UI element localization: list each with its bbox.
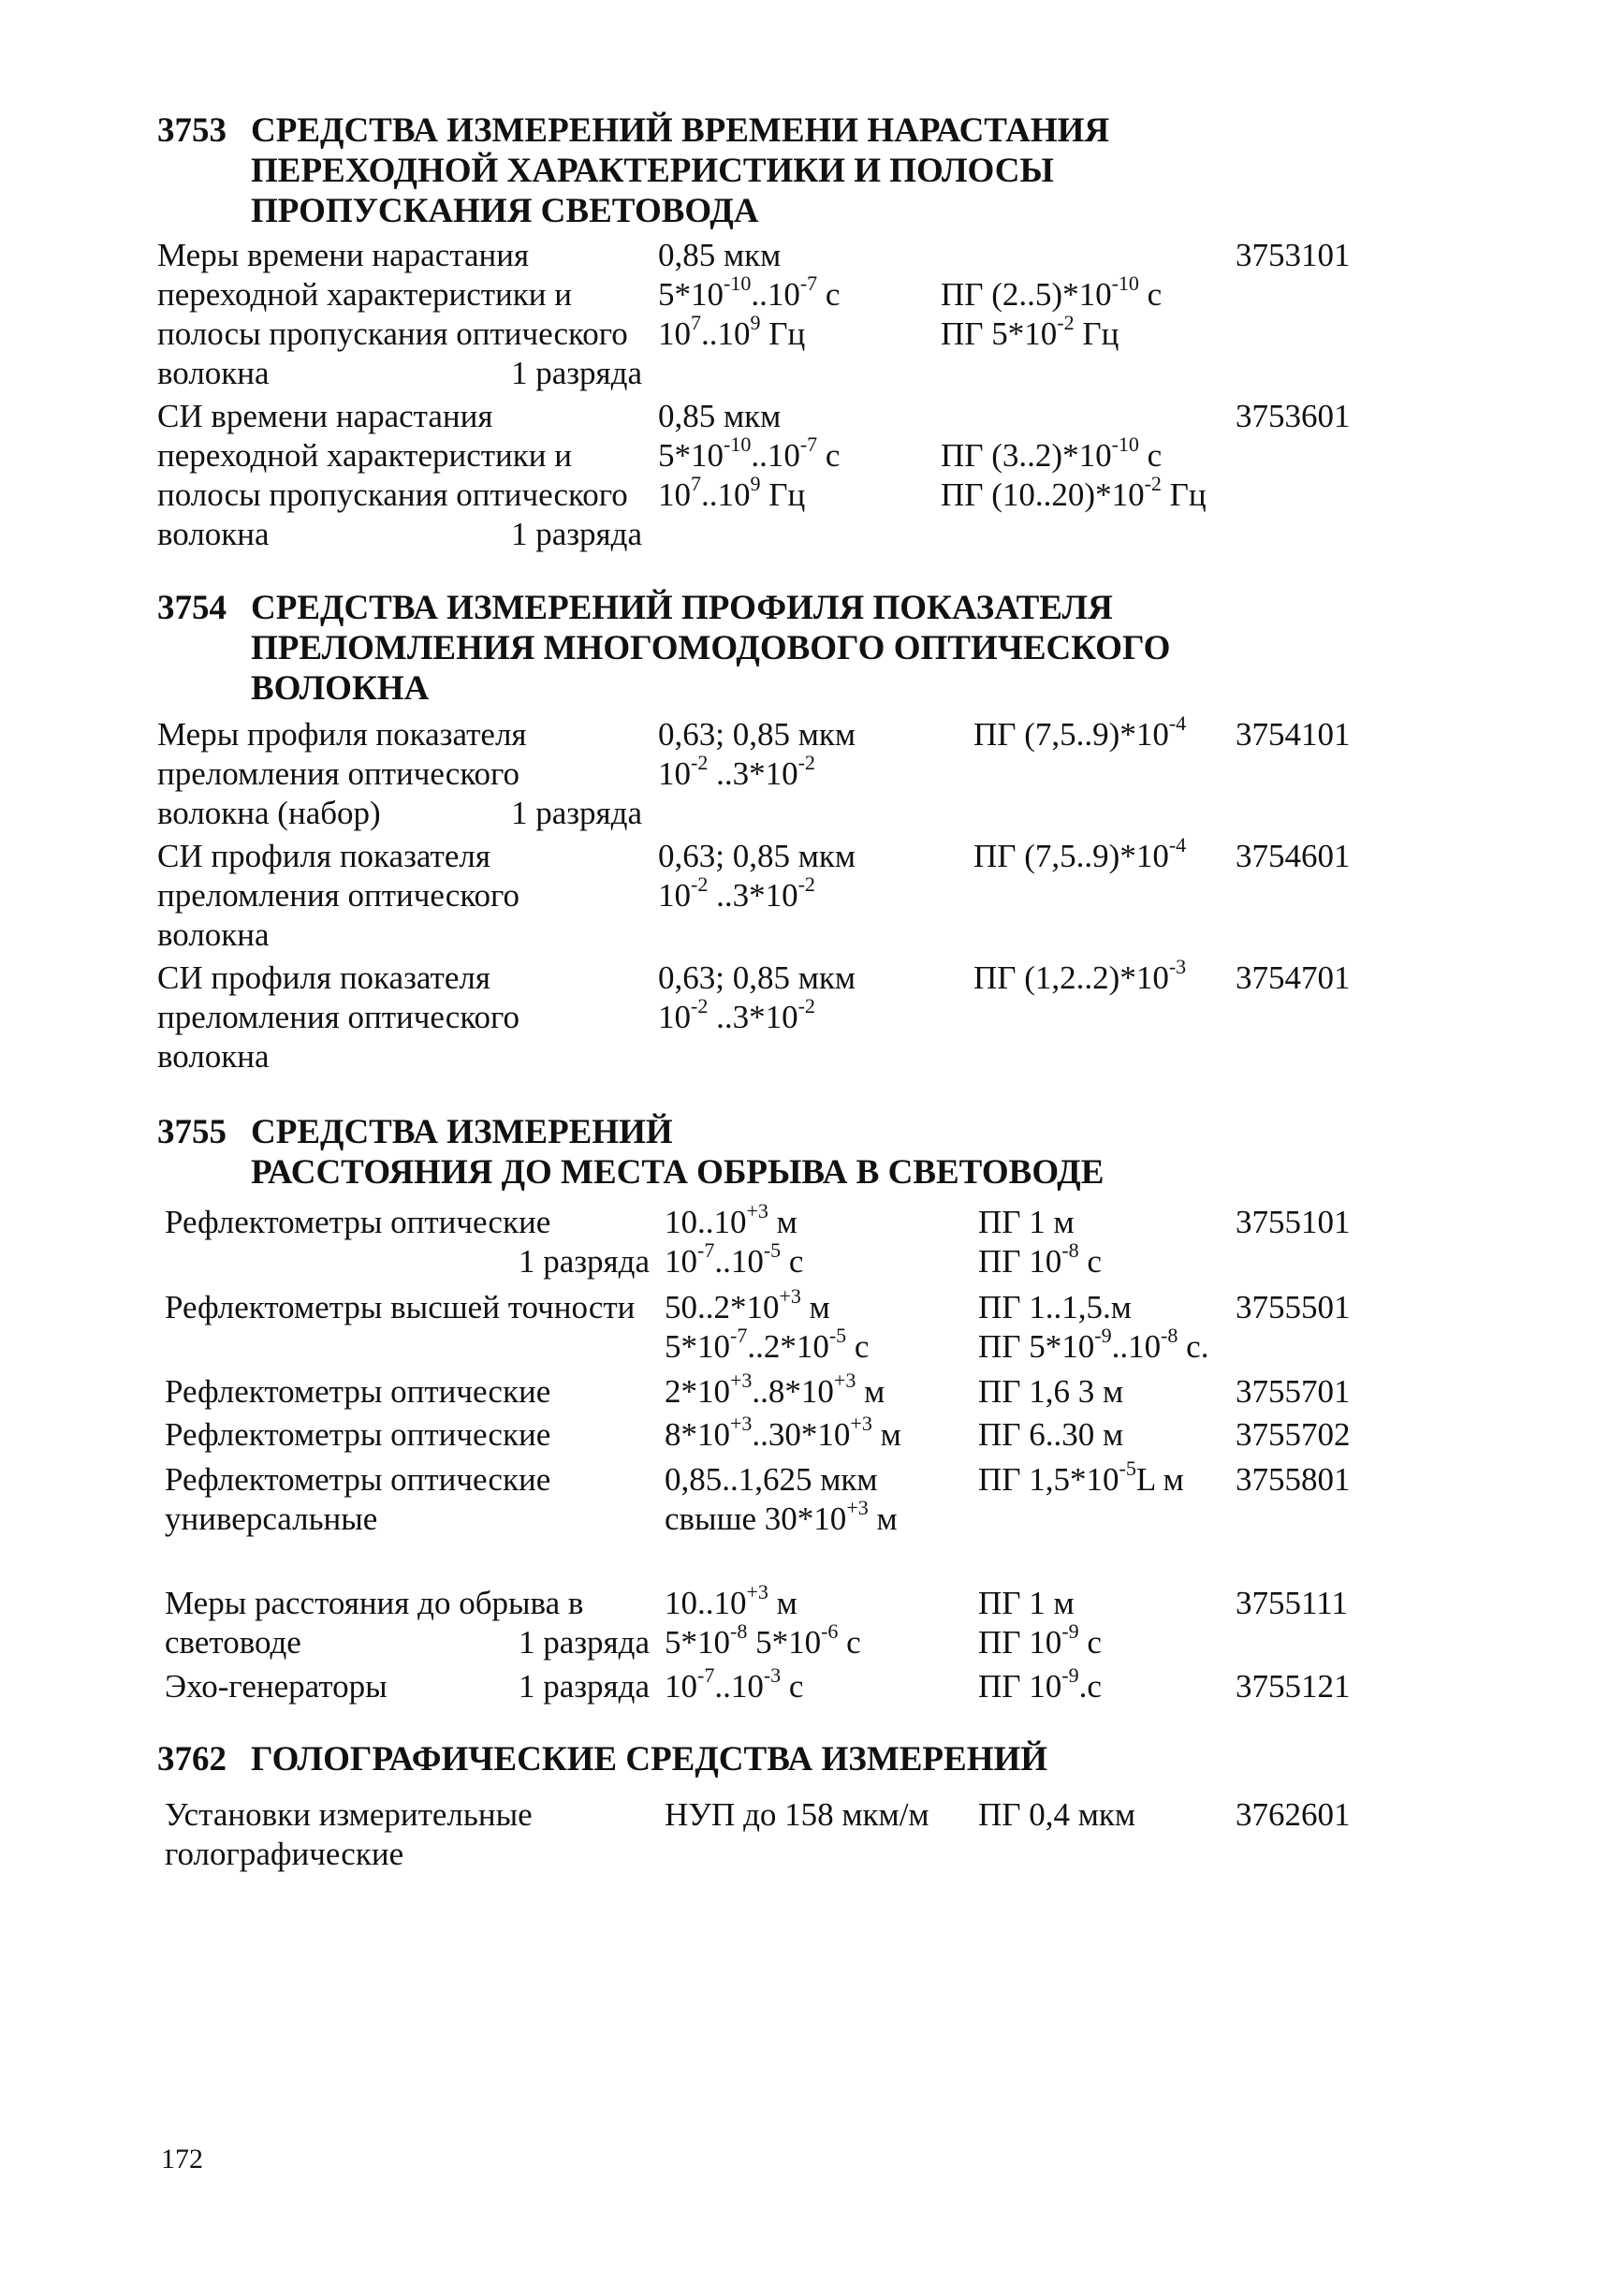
item-name: Рефлектометры оптические 1 разряда: [165, 1204, 650, 1280]
item-name: Установки измерительные голографические: [165, 1796, 533, 1872]
grade-label: 1 разряда: [510, 355, 642, 391]
grade-label: 1 разряда: [510, 795, 642, 831]
error-cell: ПГ $(7,5..9)*10^{-4}$: [973, 711, 1187, 753]
item-code: 3755702: [1236, 1416, 1351, 1453]
item-name: Рефлектометры оптические: [165, 1416, 551, 1453]
item-name: Эхо-генераторы 1 разряда: [165, 1668, 650, 1705]
range-cell: $10^{-7}..10^{-3}$ с: [665, 1663, 804, 1705]
error-cell: ПГ $10^{-9}.с$: [978, 1663, 1102, 1705]
item-name: Меры времени нарастания переходной характеристики и полосы пропускания оптического волокна 1 разряда: [157, 237, 642, 391]
section-heading: [157, 1739, 1468, 1779]
error-cell: ПГ 1 м ПГ $10^{-8}$ с: [978, 1204, 1102, 1280]
section-code: 3755: [157, 1113, 227, 1151]
item-code: 3753101: [1236, 237, 1351, 273]
section-heading: [157, 588, 1468, 709]
item-name: Рефлектометры оптические универсальные: [165, 1461, 551, 1537]
section-heading: [157, 110, 1468, 231]
section-title: ГОЛОГРАФИЧЕСКИЕ СРЕДСТВА ИЗМЕРЕНИЙ: [251, 1740, 1048, 1779]
section-heading: [157, 1112, 1468, 1193]
item-code: 3754101: [1236, 716, 1351, 753]
section-code: 3762: [157, 1740, 227, 1779]
range-cell: 0,85 мкм $5*10^{-10}..10^{-7}$ с $10^7..10^9$ Гц: [658, 398, 841, 513]
range-cell: $2*10^{+3}..8*10^{+3}$ м: [665, 1369, 885, 1410]
item-name: СИ профиля показателя преломления оптического волокна: [157, 838, 520, 953]
section-title: СРЕДСТВА ИЗМЕРЕНИЙ ВРЕМЕНИ НАРАСТАНИЯ ПЕРЕХОДНОЙ ХАРАКТЕРИСТИКИ И ПОЛОСЫ ПРОПУСКАНИЯ СВЕТОВОДА: [251, 111, 1110, 230]
error-cell: ПГ $(3..2)*10^{-10}$ с ПГ $(10..20)*10^{-2}$ Гц: [941, 432, 1207, 513]
item-code: 3754701: [1236, 959, 1351, 996]
item-code: 3762601: [1236, 1796, 1351, 1833]
section-title: СРЕДСТВА ИЗМЕРЕНИЙ ПРОФИЛЯ ПОКАЗАТЕЛЯ ПРЕЛОМЛЕНИЯ МНОГОМОДОВОГО ОПТИЧЕСКОГО ВОЛОКНА: [251, 589, 1171, 708]
error-cell: ПГ $(2..5)*10^{-10}$ с ПГ $5*10^{-2}$ Гц: [941, 271, 1163, 352]
item-code: 3755121: [1236, 1668, 1351, 1705]
item-name: Меры расстояния до обрыва в световоде 1 разряда: [165, 1585, 650, 1661]
error-cell: ПГ $(1,2..2)*10^{-3}$: [973, 955, 1187, 996]
error-cell: ПГ 1,6 3 м: [978, 1373, 1124, 1410]
grade-label: 1 разряда: [518, 1243, 650, 1280]
range-cell: 0,85..1,625 мкм свыше $30*10^{+3}$ м: [665, 1461, 898, 1537]
item-name: СИ времени нарастания переходной характеристики и полосы пропускания оптического волокна 1 разряда: [157, 398, 642, 552]
item-code: 3755101: [1236, 1204, 1351, 1240]
item-name: СИ профиля показателя преломления оптического волокна: [157, 959, 520, 1075]
range-cell: 0,63; 0,85 мкм $10^{-2}$ $..3*10^{-2}$: [658, 716, 856, 792]
grade-label: 1 разряда: [510, 516, 642, 552]
grade-label: 1 разряда: [518, 1624, 650, 1661]
error-cell: ПГ 1..1,5.м ПГ $5*10^{-9}..10^{-8}$ с.: [978, 1289, 1209, 1365]
page-number: 172: [161, 2144, 203, 2174]
error-cell: ПГ 6..30 м: [978, 1416, 1124, 1453]
item-code: 3755111: [1236, 1585, 1348, 1621]
error-cell: ПГ 0,4 мкм: [978, 1796, 1136, 1833]
range-cell: 0,63; 0,85 мкм $10^{-2}$ $..3*10^{-2}$: [658, 838, 856, 914]
range-cell: $10..10^{+3}$ м $5*10^{-8}$ $5*10^{-6}$ с: [665, 1580, 861, 1661]
item-code: 3754601: [1236, 838, 1351, 874]
item-code: 3753601: [1236, 398, 1351, 434]
range-cell: 0,85 мкм $5*10^{-10}..10^{-7}$ с $10^7..10^9$ Гц: [658, 237, 841, 352]
item-name: Меры профиля показателя преломления оптического волокна (набор) 1 разряда: [157, 716, 642, 831]
range-cell: 0,63; 0,85 мкм $10^{-2}$ $..3*10^{-2}$: [658, 959, 856, 1035]
item-code: 3755501: [1236, 1289, 1351, 1325]
grade-label: 1 разряда: [518, 1668, 650, 1705]
error-cell: ПГ $1,5*10^{-5}L$ м: [978, 1457, 1184, 1498]
range-cell: $50..2*10^{+3}$ м $5*10^{-7}..2*10^{-5}$ с: [665, 1284, 870, 1365]
range-cell: НУП до 158 мкм/м: [665, 1796, 929, 1833]
section-code: 3754: [157, 589, 227, 627]
item-code: 3755701: [1236, 1373, 1351, 1410]
item-name: Рефлектометры оптические: [165, 1373, 551, 1410]
range-cell: $8*10^{+3}..30*10^{+3}$ м: [665, 1412, 901, 1453]
item-code: 3755801: [1236, 1461, 1351, 1498]
error-cell: ПГ 1 м ПГ $10^{-9}$ с: [978, 1585, 1102, 1661]
range-cell: $10..10^{+3}$ м $10^{-7}..10^{-5}$ с: [665, 1199, 804, 1280]
error-cell: ПГ $(7,5..9)*10^{-4}$: [973, 833, 1187, 874]
section-code: 3753: [157, 111, 227, 150]
item-name: Рефлектометры высшей точности: [165, 1289, 636, 1325]
section-title: СРЕДСТВА ИЗМЕРЕНИЙ РАССТОЯНИЯ ДО МЕСТА ОБРЫВА В СВЕТОВОДЕ: [251, 1113, 1105, 1192]
